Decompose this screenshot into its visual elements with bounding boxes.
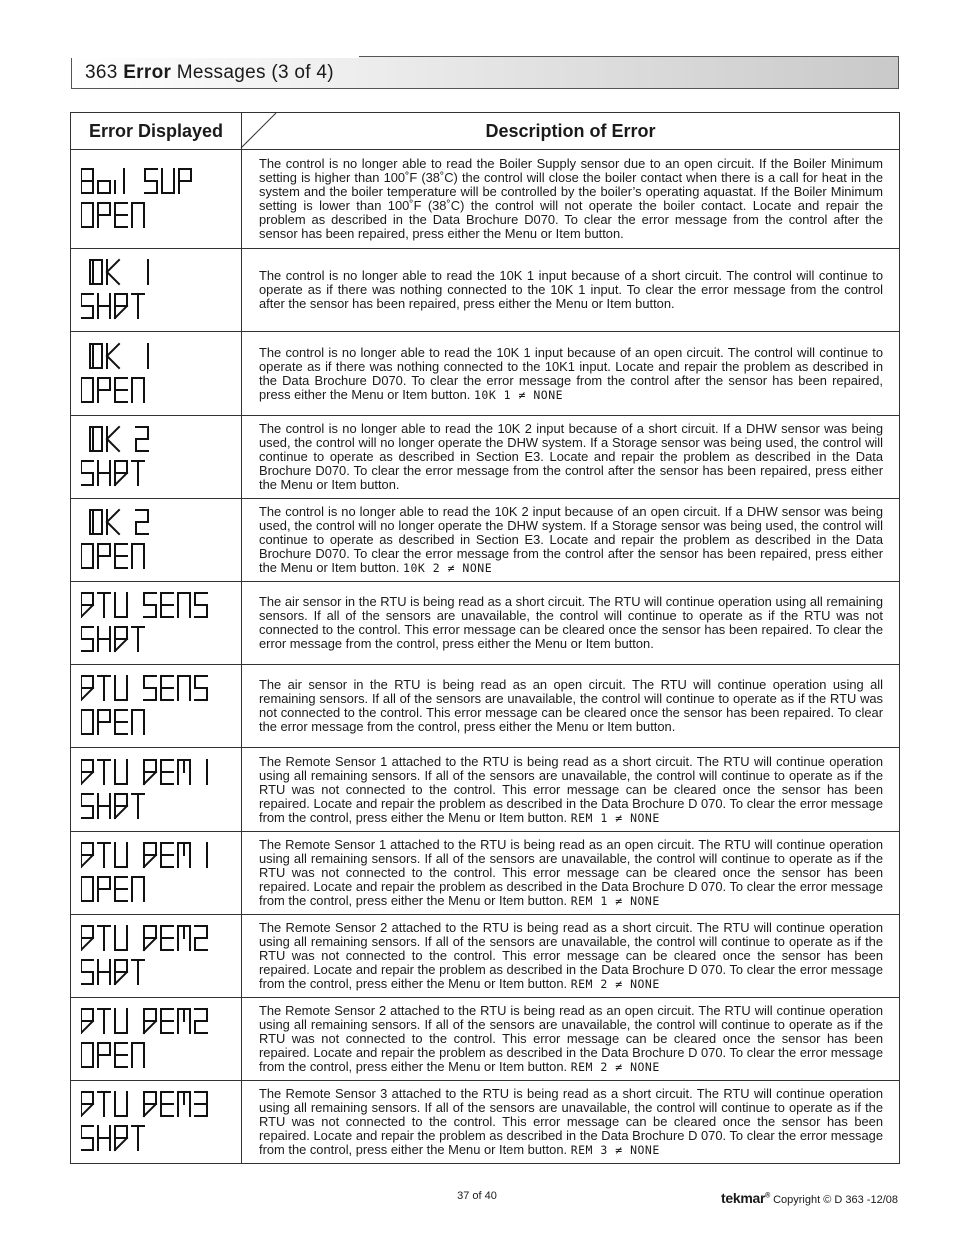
error-description: The control is no longer able to read the 10K 1 input because of a short circuit. The control will continue to operate as if there was nothing connected to the 10K 1 input. To clear the error message from the control after the sensor has been repaired, press either the Menu or Item button. (259, 268, 883, 311)
error-description: The Remote Sensor 1 attached to the RTU is being read as a short circuit. The RTU will continue operation using all remaining sensors. If all of the sensors are unavailable, the control will continue to operate as if the RTU was not connected to the control. This error message can be cleared once the sensor has been repaired. Locate and repair the problem as described in the Data Brochure D 070. To clear the error message from the control, press either the Menu or Item button. (259, 753, 883, 825)
lcd-display-10 (81, 1007, 236, 1071)
col-header-description: Description of Error (242, 113, 900, 150)
table-row (71, 150, 900, 249)
error-condition-code: 10K 1 ≠ NONE (473, 387, 564, 402)
table-row (71, 915, 900, 998)
error-description: The Remote Sensor 3 attached to the RTU is being read as a short circuit. The RTU will continue operation using all remaining sensors. If all of the sensors are unavailable, the control will continue to operate as if the RTU was not connected to the control. This error message can be cleared once the sensor has been repaired. Locate and repair the problem as described in the Data Brochure D 070. To clear the error message from the control, press either the Menu or Item button. (259, 1086, 883, 1157)
error-description-cell (242, 1081, 900, 1164)
table-header-row (71, 113, 900, 150)
lcd-display-0 (81, 167, 236, 231)
error-condition-code: 10K 2 ≠ NONE (403, 561, 493, 575)
error-condition-code: REM 1 ≠ NONE (570, 894, 660, 908)
col-header-error-displayed: Error Displayed (71, 113, 242, 150)
error-display-cell (71, 582, 242, 665)
lcd-display-8 (81, 841, 236, 905)
page-number: 37 of 40 (457, 1190, 497, 1202)
error-description: The control is no longer able to read the 10K 2 input because of an open circuit. If a DHW sensor was being used, the control will no longer operate the DHW system. If a Storage sensor was being used, the control will continue to operate as described in Section E3. Locate and repair the problem as described in the Data Brochure D070. To clear the error message from the control after the sensor has been repaired, press either the Menu or Item button. (259, 504, 883, 575)
error-description-cell (242, 665, 900, 748)
error-description-cell (242, 998, 900, 1081)
error-description-cell (242, 332, 900, 416)
error-description-cell (242, 832, 900, 915)
lcd-display-4 (81, 508, 236, 572)
error-description: The air sensor in the RTU is being read as a short circuit. The RTU will continue operation using all remaining sensors. If all of the sensors are unavailable, the control will continue to operate as if the RTU was not connected to the control. This error message can be cleared once the sensor has been repaired. To clear the error message from the control, press either the Menu or Item button. (259, 594, 883, 651)
lcd-display-3 (81, 425, 236, 489)
error-description: The control is no longer able to read the 10K 2 input because of a short circuit. If a DHW sensor was being used, the control will no longer operate the DHW system. If a Storage sensor was being used, the control will continue to operate as described in Section E3. Locate and repair the problem as described in the Data Brochure D070. To clear the error message from the control after the sensor has been repaired, press either the Menu or Item button. (259, 421, 883, 492)
error-description: The Remote Sensor 1 attached to the RTU is being read as an open circuit. The RTU will continue operation using all remaining sensors. If all of the sensors are unavailable, the control will continue to operate as if the RTU was not connected to the control. This error message can be cleared once the sensor has been repaired. Locate and repair the problem as described in the Data Brochure D 070. To clear the error message from the control, press either the Menu or Item button. (259, 837, 883, 908)
tekmar-logo: tekmar® (721, 1190, 771, 1206)
table-row (71, 582, 900, 665)
lcd-display-7 (81, 758, 236, 822)
lcd-display-9 (81, 924, 236, 988)
error-display-cell (71, 665, 242, 748)
error-condition-code: REM 2 ≠ NONE (570, 977, 660, 991)
error-description: The air sensor in the RTU is being read as an open circuit. The RTU will continue operation using all remaining sensors. If all of the sensors are unavailable, the control will continue to operate as if the RTU was not connected to the control. This error message can be cleared once the sensor has been repaired. To clear the error message from the control, press either the Menu or Item button. (259, 677, 883, 734)
error-display-cell (71, 998, 242, 1081)
error-display-cell (71, 332, 242, 416)
lcd-display-6 (81, 674, 236, 738)
error-description-cell (242, 416, 900, 499)
lcd-display-1 (81, 258, 236, 322)
lcd-display-2 (81, 342, 236, 406)
error-description-cell (242, 582, 900, 665)
error-description: The Remote Sensor 2 attached to the RTU is being read as a short circuit. The RTU will continue operation using all remaining sensors. If all of the sensors are unavailable, the control will continue to operate as if the RTU was not connected to the control. This error message can be cleared once the sensor has been repaired. Locate and repair the problem as described in the Data Brochure D 070. To clear the error message from the control, press either the Menu or Item button. (259, 920, 883, 991)
error-description-cell (242, 915, 900, 998)
table-row (71, 499, 900, 582)
error-display-cell (71, 832, 242, 915)
lcd-display-11 (81, 1090, 236, 1154)
error-description: The control is no longer able to read the Boiler Supply sensor due to an open circuit. If the Boiler Minimum setting is higher than 100˚F (38˚C) the control will close the boiler contact when there is a call for heat in the system and the boiler temperature will be controlled by the boiler’s operating aquastat. If the Boiler Minimum setting is lower than 100˚F (38˚C) the control will not operate the boiler contact. Locate and repair the problem as described in the Data Brochure D070. To clear the error message from the control after the sensor has been repaired, press either the Menu or Item button. (259, 156, 883, 241)
error-display-cell (71, 150, 242, 249)
error-display-cell (71, 249, 242, 332)
error-display-cell (71, 915, 242, 998)
error-display-cell (71, 416, 242, 499)
table-row (71, 998, 900, 1081)
footer-copyright: tekmar® Copyright © D 363 -12/08 (721, 1190, 898, 1206)
error-description: The Remote Sensor 2 attached to the RTU is being read as an open circuit. The RTU will continue operation using all remaining sensors. If all of the sensors are unavailable, the control will continue to operate as if the RTU was not connected to the control. This error message can be cleared once the sensor has been repaired. Locate and repair the problem as described in the Data Brochure D 070. To clear the error message from the control, press either the Menu or Item button. (259, 1003, 883, 1074)
table-row (71, 665, 900, 748)
error-display-cell (71, 1081, 242, 1164)
error-condition-code: REM 3 ≠ NONE (570, 1143, 660, 1157)
lcd-display-5 (81, 591, 236, 655)
table-row (71, 748, 900, 832)
error-description-cell (242, 150, 900, 249)
table-row (71, 1081, 900, 1164)
error-display-cell (71, 499, 242, 582)
error-description: The control is no longer able to read the 10K 1 input because of an open circuit. The control will continue to operate as if there was nothing connected to the 10K1 input. Locate and repair the problem as described in the Data Brochure D070. To clear the error message from the control after the sensor has been repaired, press either the Menu or Item button. (259, 344, 883, 402)
table-row (71, 332, 900, 416)
error-condition-code: REM 1 ≠ NONE (570, 810, 660, 825)
error-description-cell (242, 499, 900, 582)
table-row (71, 832, 900, 915)
error-condition-code: REM 2 ≠ NONE (570, 1060, 660, 1074)
page-title: 363 Error Messages (3 of 4) (85, 62, 334, 83)
error-description-cell (242, 748, 900, 832)
error-table (70, 112, 900, 1164)
table-row (71, 249, 900, 332)
table-row (71, 416, 900, 499)
error-description-cell (242, 249, 900, 332)
error-display-cell (71, 748, 242, 832)
